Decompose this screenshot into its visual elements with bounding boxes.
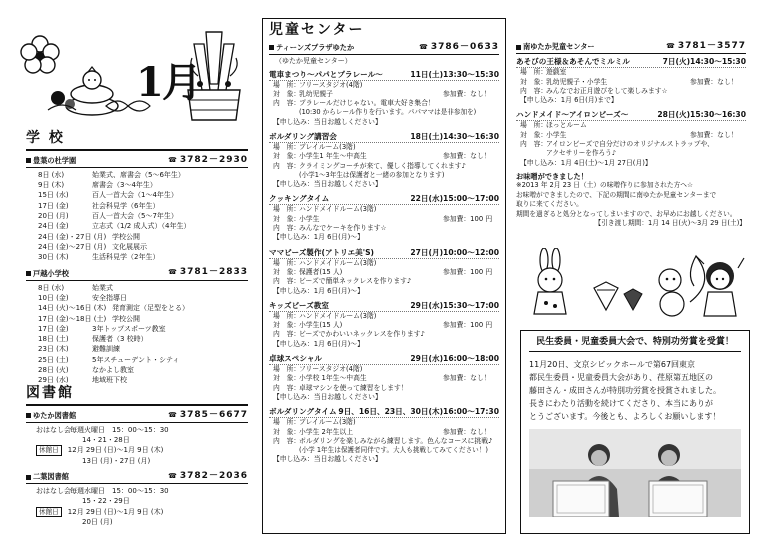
event-fee: 参加費：なし！: [443, 374, 491, 383]
schedule-row: [26, 303, 248, 313]
square-bullet-icon: [26, 413, 31, 418]
square-bullet-icon: [26, 271, 31, 276]
new-year-header-illustration: [18, 14, 246, 126]
award-line: 都民生委員・児童委員大会があり、荏原第五地区の: [529, 373, 713, 383]
storytime-label: おはなし会: [36, 425, 71, 434]
event-target: 小学生(15 人): [299, 321, 343, 330]
schedule-row: [26, 180, 248, 190]
event-header: [269, 69, 499, 81]
schedule-date: 17日 (金): [38, 324, 69, 333]
library-org-0-bar: [26, 409, 248, 423]
square-bullet-icon: [269, 45, 274, 50]
event-target: 乳幼児親子・小学生: [546, 77, 608, 86]
content-key: 内 容：: [273, 330, 301, 339]
target-key: 対 象：: [273, 267, 301, 276]
event-place: ほっとルーム: [546, 121, 587, 130]
event-content-row: [269, 162, 499, 171]
event-block: [269, 69, 499, 127]
event-place-row: [516, 68, 746, 77]
school-org-tel: 3781－2833: [179, 267, 248, 278]
event-place: 遊戯室: [546, 68, 567, 77]
event-header: [516, 109, 746, 121]
content-key: 内 容：: [273, 99, 301, 108]
target-key: 対 象：: [273, 152, 301, 161]
schedule-text: 3年トップスポーツ教室: [92, 324, 166, 333]
event-content-row: [516, 87, 746, 96]
event-header: [269, 406, 499, 418]
school-org-name: 豊葉の杜学園: [33, 155, 77, 165]
minami-center-section: [516, 40, 746, 228]
schedule-text: 立志式（1/2 成人式）（4年生）: [92, 222, 191, 231]
schedule-date: 10日 (金): [38, 293, 69, 302]
event-target: 小学生 2年生以上: [299, 427, 354, 436]
event-place-row: [269, 312, 499, 321]
schedule-text: 学校公開: [112, 232, 140, 241]
award-line: とうございます。今後とも、よろしくお願いします！: [529, 412, 721, 422]
award-photo-image: [529, 429, 741, 517]
event-target: 小学生: [299, 214, 320, 223]
event-title: 卓球スペシャル: [269, 354, 323, 364]
schedule-row: [26, 170, 248, 180]
square-bullet-icon: [26, 158, 31, 163]
event-fee: 参加費：100 円: [443, 321, 493, 330]
event-target-row: [516, 78, 746, 87]
schedule-date: 25日 (土): [38, 355, 69, 364]
place-key: 場 所：: [273, 311, 301, 320]
notice-line: お味噌ができましたので、下記の期間に南ゆたか児童センターまで: [516, 190, 717, 199]
event-time: 22日(水)15:00～17:00: [410, 194, 499, 204]
event-content: みんなでお正月遊びをして楽しみます☆: [546, 86, 668, 95]
event-place-row: [269, 365, 499, 374]
square-bullet-icon: [516, 45, 521, 50]
schedule-text: 席書会（3～4年生）: [92, 181, 157, 190]
content-key: 内 容：: [273, 277, 301, 286]
schedule-row: [26, 355, 248, 365]
closed-days-2: 20日 (月): [82, 518, 113, 527]
award-title: 民生委員・児童委員大会で、特別功労賞を受賞！: [529, 337, 741, 352]
minami-org-name: 南ゆたか児童センター: [523, 42, 595, 52]
event-content: ボルダリングを楽しみながら練習します。色んなコースに挑戦♪: [299, 436, 493, 445]
event-header: [269, 193, 499, 205]
schedule-text: 発育測定（足型をとる）: [112, 304, 189, 313]
event-time: 29日(水)15:30～17:00: [410, 300, 499, 310]
schedule-text: 5年スチューデント・シティ: [92, 355, 180, 364]
miso-pickup-period: 【引き渡し期間：1月 14 日(火)～3月 29 日(土)】: [594, 219, 746, 228]
event-target: 小学生1 年生～中高生: [299, 152, 367, 161]
schedule-date: 20日 (月): [38, 211, 69, 220]
storytime-label: おはなし会: [36, 487, 71, 496]
phone-icon: ☎: [168, 155, 178, 164]
schedule-row: [26, 211, 248, 221]
schedule-row: [26, 314, 248, 324]
event-application: 【申し込み：当日お越しください】: [273, 455, 382, 464]
event-block: [269, 247, 499, 296]
target-key: 対 象：: [273, 374, 301, 383]
school-org-0-events: [26, 170, 248, 263]
schedule-text: 始業式: [92, 283, 113, 292]
award-recipients-photo: [529, 429, 741, 517]
schedule-row: [26, 324, 248, 334]
event-content: アイロンビーズで自分だけのオリジナルストラップや、: [546, 140, 714, 149]
library-org-1-bar: [26, 470, 248, 484]
event-place: ハンドメイドルーム(3階): [299, 258, 377, 267]
library-org-tel: 3782－2036: [179, 470, 248, 481]
place-key: 場 所：: [273, 205, 301, 214]
schedule-row: [26, 334, 248, 344]
storytime-schedule: 毎週水曜日 15：00～15：30: [70, 487, 169, 496]
event-content-row: [269, 224, 499, 233]
month-label: 1月: [136, 59, 200, 106]
schedule-date: 23日 (木): [38, 345, 69, 354]
schedule-date: 18日 (土): [38, 335, 69, 344]
center-org-tel: 3786－0633: [430, 41, 499, 52]
minami-org-bar: [516, 40, 746, 54]
school-section-title: 学 校: [26, 130, 65, 146]
event-target-row: [269, 215, 499, 224]
schedule-row: [26, 365, 248, 375]
event-time: 27日(月)10:00～12:00: [410, 247, 499, 257]
event-target: 小学生: [546, 130, 567, 139]
event-title: ボルダリングタイム: [269, 407, 337, 417]
event-content: 卓球マシンを使って練習をします！: [299, 383, 408, 392]
event-header: [269, 131, 499, 143]
event-fee: 参加費：なし！: [443, 89, 491, 98]
event-block: [269, 131, 499, 189]
event-content: みんなでケーキを作ります☆: [299, 224, 387, 233]
event-place-row: [269, 259, 499, 268]
place-key: 場 所：: [273, 258, 301, 267]
event-fee: 参加費：なし！: [690, 130, 738, 139]
school-org-1-events: [26, 283, 248, 386]
event-fee: 参加費：100 円: [443, 267, 493, 276]
award-line: 長きにわたり活動を続けてくださり、本当にありが: [529, 399, 713, 409]
children-center-title: 児童センター: [269, 22, 365, 38]
event-header: [269, 247, 499, 259]
event-application: 【申し込み：1月 6日(月)まで】: [520, 96, 618, 105]
event-time: 11日(土)13:30～15:30: [410, 69, 499, 79]
event-place: プレイルーム(3階): [299, 142, 356, 151]
event-note: (小学 1年生は保護者同伴です。大人も挑戦してみてください！): [299, 446, 488, 455]
phone-icon: ☎: [666, 42, 676, 50]
event-target-row: [269, 374, 499, 383]
content-key: 内 容：: [520, 140, 548, 149]
schedule-row: [26, 232, 248, 242]
event-note: (10:30 からレール作りを行います。パパママは是非参加を): [299, 108, 477, 117]
event-place-row: [269, 81, 499, 90]
schedule-date: 8日 (水): [38, 170, 65, 179]
notice-line: 期間を過ぎると処分となってしまいますので、お早めにお越しください。: [516, 209, 737, 218]
event-content-row: [269, 277, 499, 286]
event-block: [516, 109, 746, 167]
storytime-dates: 14・21・28日: [82, 436, 130, 445]
event-application: 【申し込み：1月 4日(土)～1月 27日(月)】: [520, 158, 652, 167]
school-org-name: 戸越小学校: [33, 268, 69, 278]
event-place-row: [269, 205, 499, 214]
phone-icon: ☎: [419, 42, 429, 51]
event-place-row: [269, 418, 499, 427]
event-fee: 参加費：100 円: [443, 214, 493, 223]
event-application: 【申し込み：当日お越しください】: [273, 117, 382, 126]
event-header: [269, 353, 499, 365]
event-block: [269, 193, 499, 242]
event-place-row: [269, 143, 499, 152]
event-content-row: [269, 437, 499, 446]
schedule-text: 社会科見学（6年生）: [92, 201, 160, 210]
event-title: クッキングタイム: [269, 194, 330, 204]
event-header: [516, 56, 746, 68]
schedule-text: 保護者（3 校時）: [92, 335, 148, 344]
schedule-date: 15日 (水): [38, 191, 69, 200]
event-time: 29日(水)16:00～18:00: [410, 354, 499, 364]
award-line: 11月20日、文京シビックホールで第67回東京: [529, 360, 696, 370]
schedule-text: 文化展展示: [112, 242, 147, 251]
closed-days-1: 12月 29日 (日)～1月 9日 (木): [67, 446, 164, 455]
minami-org-tel: 3781－3577: [677, 41, 746, 51]
schedule-row: [26, 252, 248, 262]
event-place: フリースタジオ(4階): [299, 80, 363, 89]
new-year-decoration-icon: [18, 14, 246, 126]
schedule-text: 地域班下校: [92, 376, 127, 385]
center-event-list: [269, 69, 499, 465]
event-content: プラレールだけじゃない。電車大好き集合！: [299, 99, 435, 108]
storytime-dates: 15・22・29日: [82, 497, 130, 506]
schedule-date: 24日 (金): [38, 222, 69, 231]
schedule-date: 24日 (金)～27日 (月): [38, 242, 107, 251]
schedule-row: [26, 190, 248, 200]
closed-days-tag: 休館日: [36, 445, 62, 455]
target-key: 対 象：: [273, 89, 301, 98]
schedule-date: 8日 (水): [38, 283, 65, 292]
event-content: ビーズでかわいいネックレスを作ります♪: [299, 330, 425, 339]
place-key: 場 所：: [273, 365, 301, 374]
event-content: ビーズで簡単ネックレスを作ります♪: [299, 277, 412, 286]
center-org-subtitle: （ゆたか児童センター）: [275, 56, 352, 65]
content-key: 内 容：: [273, 436, 301, 445]
event-title: ボルダリング講習会: [269, 131, 337, 141]
content-key: 内 容：: [273, 161, 301, 170]
event-content-row: [269, 99, 499, 108]
center-org-name: ティーンズプラザゆたか: [276, 42, 355, 52]
place-key: 場 所：: [520, 68, 548, 77]
event-time: 7日(火)14:30～15:30: [662, 57, 746, 67]
event-title: あそびの王様＆あそんでミルミル: [516, 57, 630, 67]
target-key: 対 象：: [273, 427, 301, 436]
school-org-1-bar: [26, 266, 248, 280]
schedule-date: 28日 (火): [38, 366, 69, 375]
content-key: 内 容：: [273, 383, 301, 392]
event-title: 電車まつり～パパとプラレール～: [269, 69, 383, 79]
library-section: [26, 385, 248, 527]
event-note: (小学1～3年生は保護者と一緒の参加となります): [299, 170, 445, 179]
event-target-row: [269, 152, 499, 161]
miso-notice-body: [516, 181, 746, 219]
event-application: 【申し込み：1月 6日(月)～】: [273, 286, 364, 295]
event-title: ママビーズ製作(アトリエ美'S): [269, 247, 375, 257]
minami-event-list: [516, 56, 746, 168]
event-fee: 参加費：なし！: [443, 427, 491, 436]
event-target: 乳幼児親子: [299, 89, 333, 98]
event-block: [269, 300, 499, 349]
schedule-row: [26, 344, 248, 354]
new-year-characters-icon: [520, 248, 748, 318]
event-note: アクセサリーを作ろう♪: [546, 149, 616, 158]
schedule-text: 安全指導日: [92, 293, 127, 302]
schedule-text: 避難訓練: [92, 345, 120, 354]
place-key: 場 所：: [273, 80, 301, 89]
schedule-text: 始業式、席書会（5～6年生）: [92, 170, 185, 179]
event-place: プレイルーム(3階): [299, 418, 356, 427]
schedule-date: 17日 (金)～18日 (土): [38, 314, 107, 323]
target-key: 対 象：: [273, 321, 301, 330]
closed-days-2: 13日 (月)・27日 (月): [82, 456, 151, 465]
schedule-text: なかよし教室: [92, 366, 134, 375]
event-time: 18日(土)14:30～16:30: [410, 131, 499, 141]
characters-illustration: [520, 248, 748, 318]
event-header: [269, 300, 499, 312]
notice-line: ※2013 年 2月 23 日（土）の味噌作りに参加された方へ☆: [516, 180, 693, 189]
event-block: [269, 406, 499, 464]
schedule-date: 14日 (火)～16日 (木): [38, 304, 107, 313]
content-key: 内 容：: [273, 224, 301, 233]
school-org-0-bar: [26, 154, 248, 168]
event-target-row: [516, 131, 746, 140]
event-target: 保護者(15 人): [299, 267, 343, 276]
phone-icon: ☎: [168, 268, 178, 277]
schedule-date: 9日 (木): [38, 181, 65, 190]
closed-days-1: 12月 29日 (日)～1月 9日 (木): [67, 507, 164, 516]
closed-days-tag: 休館日: [36, 507, 62, 517]
place-key: 場 所：: [273, 418, 301, 427]
schedule-date: 30日 (木): [38, 253, 69, 262]
school-org-tel: 3782－2930: [179, 154, 248, 165]
place-key: 場 所：: [273, 142, 301, 151]
award-body: [529, 358, 741, 423]
square-bullet-icon: [26, 475, 31, 480]
storytime-schedule: 毎週火曜日 15：00～15：30: [70, 425, 169, 434]
event-place: ハンドメイドルーム(3階): [299, 311, 377, 320]
event-target: 小学校 1年生～中高生: [299, 374, 367, 383]
event-content-row: [269, 330, 499, 339]
event-application: 【申し込み：1月 6日(月)～】: [273, 233, 364, 242]
award-line: 藤田さん・成田さんが特別功労賞を授賞されました。: [529, 386, 721, 396]
phone-icon: ☎: [168, 471, 178, 480]
event-target-row: [269, 428, 499, 437]
miso-notice-title: お味噌ができました！: [516, 171, 588, 181]
schedule-row: [26, 293, 248, 303]
event-block: [516, 56, 746, 105]
event-fee: 参加費：なし！: [690, 77, 738, 86]
schedule-row: [26, 201, 248, 211]
event-place: ハンドメイドルーム(3階): [299, 205, 377, 214]
schedule-date: 29日 (水): [38, 376, 69, 385]
event-place-row: [516, 121, 746, 130]
schedule-date: 24日 (金)・27日 (月): [38, 232, 107, 241]
event-title: キッズビーズ教室: [269, 300, 329, 310]
schedule-date: 17日 (金): [38, 201, 69, 210]
phone-icon: ☎: [168, 410, 178, 419]
schedule-text: 百人一首大会（5～7年生）: [92, 211, 178, 220]
event-content-row: [269, 384, 499, 393]
schedule-text: 学校公開: [112, 314, 140, 323]
schedule-text: 生活科見学（2年生）: [92, 253, 160, 262]
school-section: [26, 130, 248, 386]
event-content: クライミングコーチが来て、優しく指導してくれます♪: [299, 161, 466, 170]
schedule-text: 百人一首大会（1～4年生）: [92, 191, 178, 200]
library-section-title: 図書館: [26, 385, 74, 401]
children-center-section: [262, 18, 506, 534]
notice-line: 取りに来てください。: [516, 200, 583, 209]
event-fee: 参加費：なし！: [443, 152, 491, 161]
event-target-row: [269, 268, 499, 277]
event-time: 9日、16日、23日、30日(木)16:00～17:30: [338, 407, 499, 417]
schedule-row: [26, 242, 248, 252]
library-org-name: ゆたか図書館: [33, 410, 77, 420]
target-key: 対 象：: [520, 130, 548, 139]
event-application: 【申し込み：当日お越しください】: [273, 392, 382, 401]
award-article: [520, 330, 750, 534]
event-application: 【申し込み：1月 6日(月)～】: [273, 339, 364, 348]
event-block: [269, 353, 499, 402]
event-content-row: [516, 140, 746, 149]
target-key: 対 象：: [520, 77, 548, 86]
library-org-name: 二葉図書館: [33, 472, 69, 482]
schedule-row: [26, 283, 248, 293]
library-org-tel: 3785－6677: [179, 409, 248, 420]
event-place: フリースタジオ(4階): [299, 365, 363, 374]
center-org-bar: [269, 41, 499, 55]
target-key: 対 象：: [273, 214, 301, 223]
event-time: 28日(火)15:30～16:30: [657, 110, 746, 120]
place-key: 場 所：: [520, 121, 548, 130]
event-title: ハンドメイド～アイロンビーズ～: [516, 110, 629, 120]
event-application: 【申し込み：当日お越しください】: [273, 180, 382, 189]
schedule-row: [26, 221, 248, 231]
content-key: 内 容：: [520, 86, 548, 95]
event-target-row: [269, 90, 499, 99]
